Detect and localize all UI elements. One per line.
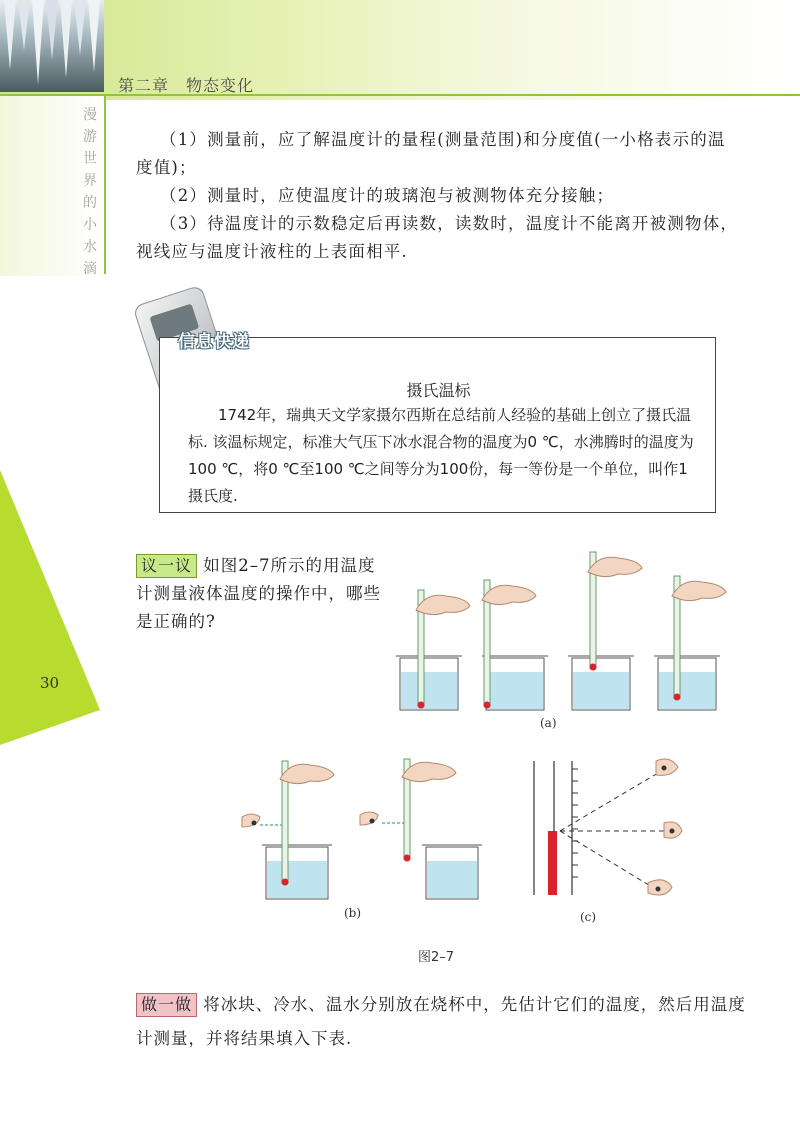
- icicle-image: [0, 0, 104, 92]
- info-box-title: 摄氏温标: [406, 381, 471, 400]
- activity-tag: 做一做: [136, 993, 197, 1017]
- side-wedge-decoration: [0, 470, 100, 750]
- beaker-b2: [360, 759, 482, 899]
- info-box-body: 1742年，瑞典天文学家摄尔西斯在总结前人经验的基础上创立了摄氏温标. 该温标规定，标准大气压下冰水混合物的温度为0 ℃，水沸腾时的温度为100 ℃，将0 ℃至100 ℃之间等分为100份，每一等份是一个单位，叫作1摄氏度.: [188, 406, 694, 505]
- beaker-a2: [482, 580, 548, 710]
- figure-b: [236, 755, 486, 905]
- beaker-b1: [242, 761, 334, 899]
- activity-section: [136, 988, 746, 1056]
- activity-text: 将冰块、冷水、温水分别放在烧杯中，先估计它们的温度，然后用温度计测量，并将结果填入下表.: [136, 995, 746, 1048]
- page-number: 30: [40, 674, 60, 692]
- info-box: [159, 337, 716, 513]
- info-tag-label: 信息快递: [178, 332, 250, 352]
- caption-a: (a): [540, 716, 557, 730]
- eye-icon: [656, 759, 678, 775]
- beaker-a1: [396, 590, 470, 710]
- instruction-2: （2）测量时，应使温度计的玻璃泡与被测物体充分接触；: [160, 186, 615, 205]
- caption-b: (b): [344, 906, 362, 920]
- eye-icon: [664, 822, 682, 838]
- figure-c: [528, 755, 698, 905]
- discuss-tag: 议一议: [136, 554, 197, 578]
- side-divider: [104, 94, 106, 274]
- beaker-a4: [654, 576, 726, 710]
- caption-c: (c): [580, 910, 597, 924]
- figure-a: [380, 540, 740, 720]
- beaker-a3: [568, 552, 642, 710]
- chapter-title: 第二章 物态变化: [118, 76, 255, 95]
- instruction-1: （1）测量前，应了解温度计的量程(测量范围)和分度值(一小格表示的温度值)；: [136, 130, 726, 177]
- scale-ticks: [572, 769, 578, 877]
- discuss-text: 如图2–7所示的用温度计测量液体温度的操作中，哪些是正确的?: [136, 556, 381, 631]
- vertical-section-title: 漫 游 世 界 的 小 水 滴: [83, 107, 97, 277]
- discuss-section: [136, 552, 386, 636]
- figure-caption: 图2–7: [418, 950, 455, 965]
- instruction-3: （3）待温度计的示数稳定后再读数，读数时，温度计不能离开被测物体，视线应与温度计液柱的上表面相平.: [136, 214, 739, 261]
- eye-icon: [648, 880, 672, 895]
